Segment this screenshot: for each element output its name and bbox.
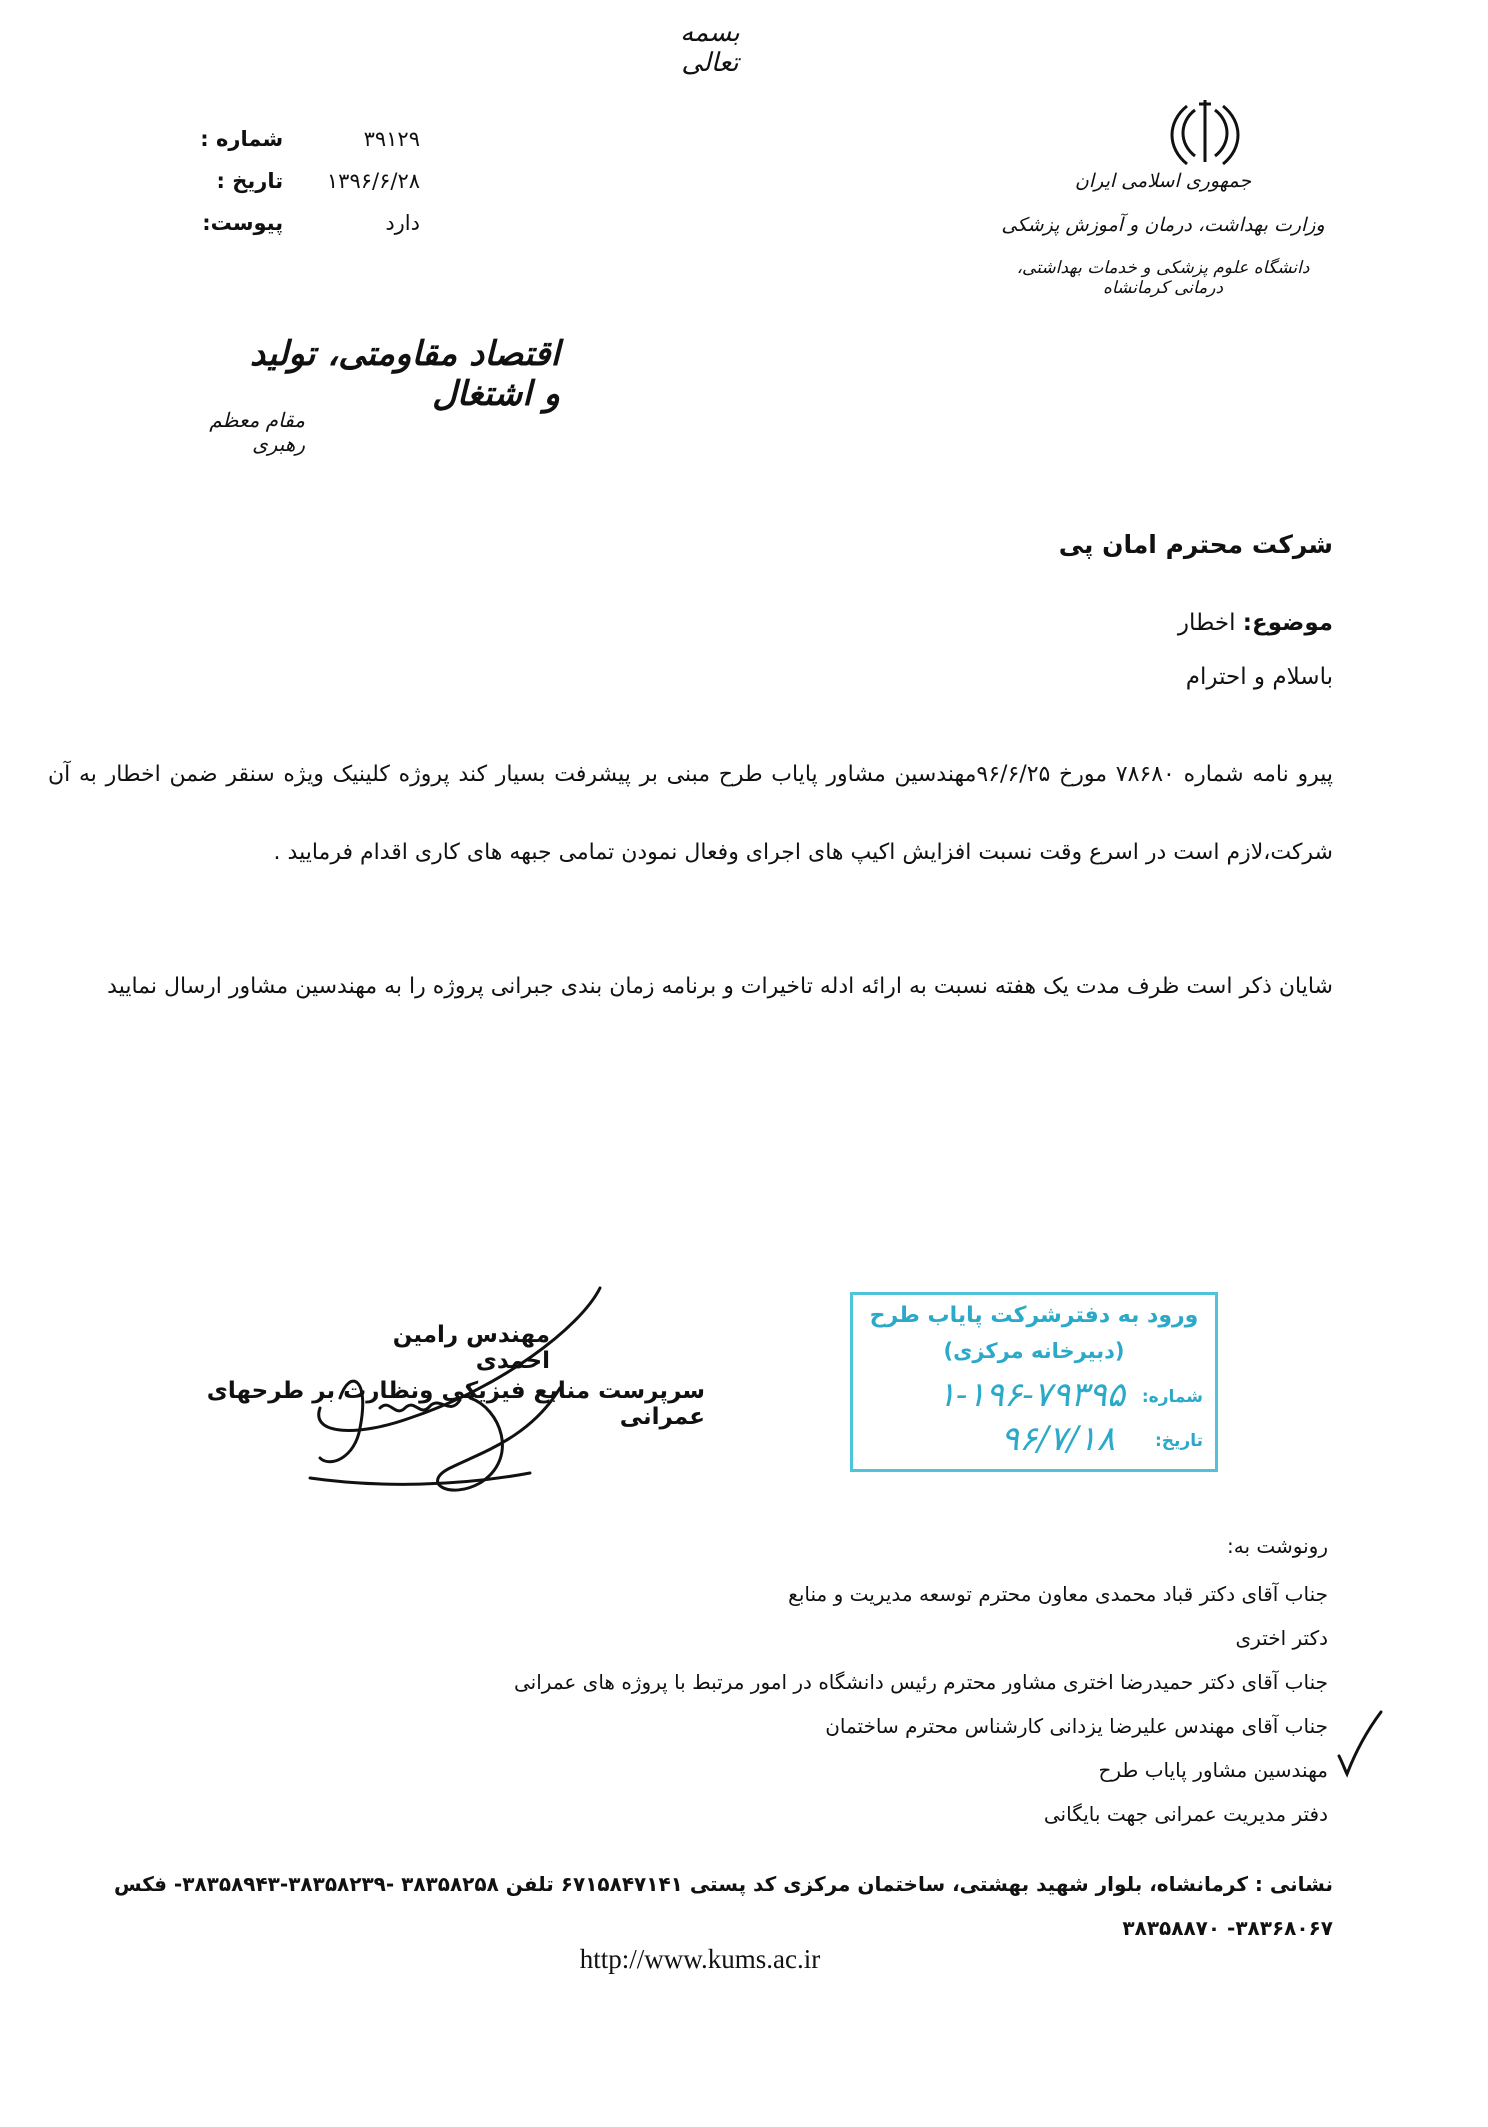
stamp-number-value: ۱-۱۹۶-۷۹۳۹۵	[937, 1375, 1125, 1415]
subject-label: موضوع:	[1242, 610, 1333, 636]
greeting: باسلام و احترام	[1185, 664, 1333, 690]
footer-url[interactable]: http://www.kums.ac.ir	[579, 1944, 821, 1974]
attachment-row	[200, 202, 430, 244]
org-country: جمهوری اسلامی ایران	[1074, 170, 1252, 192]
number-row	[200, 118, 430, 160]
cc-list	[428, 1534, 1328, 1836]
subject-line	[1178, 610, 1333, 636]
subject-value: اخطار	[1177, 610, 1236, 636]
body-paragraph-2: شایان ذکر است ظرف مدت یک هفته نسبت به ارائه ادله تاخیرات و برنامه زمان بندی جبرانی پروژه را به مهندسین مشاور ارسال نمایید	[107, 974, 1333, 999]
date-label: تاریخ :	[216, 169, 284, 193]
cc-item: جناب آقای دکتر قباد محمدی معاون محترم توسعه مدیریت و منابع	[788, 1582, 1328, 1606]
stamp-title: ورود به دفترشرکت پایاب طرح	[869, 1303, 1199, 1328]
slogan-text: اقتصاد مقاومتی، تولید و اشتغال	[249, 334, 560, 414]
number-value: ۳۹۱۲۹	[363, 127, 420, 151]
letter-meta	[200, 118, 430, 244]
org-university: دانشگاه علوم پزشکی و خدمات بهداشتی، درمانی کرمانشاه	[1016, 258, 1310, 298]
signer-title: سرپرست منابع فیزیکی ونظارت بر طرحهای عمرانی	[206, 1378, 705, 1430]
attachment-value: دارد	[385, 211, 420, 235]
checkmark-icon	[1335, 1708, 1385, 1778]
iran-emblem-icon	[1165, 92, 1245, 172]
body-paragraph-1: پیرو نامه شماره ۷۸۶۸۰ مورخ ۹۶/۶/۲۵مهندسین مشاور پایاب طرح مبنی بر پیشرفت بسیار کند پروژه کلینیک ویژه سنقر ضمن اخطار به آن شرکت،لازم است در اسرع وقت نسبت افزایش اکیپ های اجرای وفعال نمودن تمامی جبهه های کاری اقدام فرمایید .	[48, 762, 1333, 865]
slogan-attribution: مقام معظم رهبری	[209, 408, 305, 456]
stamp-date-value: ۹۶/۷/۱۸	[1000, 1419, 1115, 1459]
cc-item: دفتر مدیریت عمرانی جهت بایگانی	[1043, 1802, 1328, 1826]
receipt-stamp	[850, 1292, 1218, 1472]
footer-address: نشانی : کرمانشاه، بلوار شهید بهشتی، ساختمان مرکزی کد پستی ۶۷۱۵۸۴۷۱۴۱ تلفن ۳۸۳۵۸۲۵۸ -۳۸۳۵۸۲۳۹-۳۸۳۵۸۹۴۳- فکس ۳۸۳۶۸۰۶۷- ۳۸۳۵۸۸۷۰	[113, 1872, 1333, 1940]
stamp-date-label: تاریخ:	[1155, 1431, 1203, 1451]
number-label: شماره :	[200, 127, 284, 151]
stamp-subtitle: (دبیرخانه مرکزی)	[943, 1339, 1125, 1363]
date-row	[200, 160, 430, 202]
signer-name: مهندس رامین احمدی	[392, 1322, 550, 1374]
cc-item: مهندسین مشاور پایاب طرح	[1098, 1758, 1328, 1782]
organization-header	[993, 170, 1333, 298]
cc-item: جناب آقای مهندس علیرضا یزدانی کارشناس محترم ساختمان	[825, 1714, 1328, 1738]
cc-item: دکتر اختری	[1235, 1626, 1328, 1650]
org-ministry: وزارت بهداشت، درمان و آموزش پزشکی	[1001, 214, 1325, 236]
date-value: ۱۳۹۶/۶/۲۸	[326, 169, 420, 193]
recipient: شرکت محترم امان پی	[1058, 530, 1333, 559]
cc-heading: رونوشت به:	[1227, 1534, 1328, 1558]
invocation-text: بسمه تعالی	[680, 18, 740, 78]
stamp-number-label: شماره:	[1141, 1387, 1203, 1407]
cc-item: جناب آقای دکتر حمیدرضا اختری مشاور محترم رئیس دانشگاه در امور مرتبط با پروژه های عمرانی	[513, 1670, 1328, 1694]
attachment-label: پیوست:	[202, 211, 284, 235]
